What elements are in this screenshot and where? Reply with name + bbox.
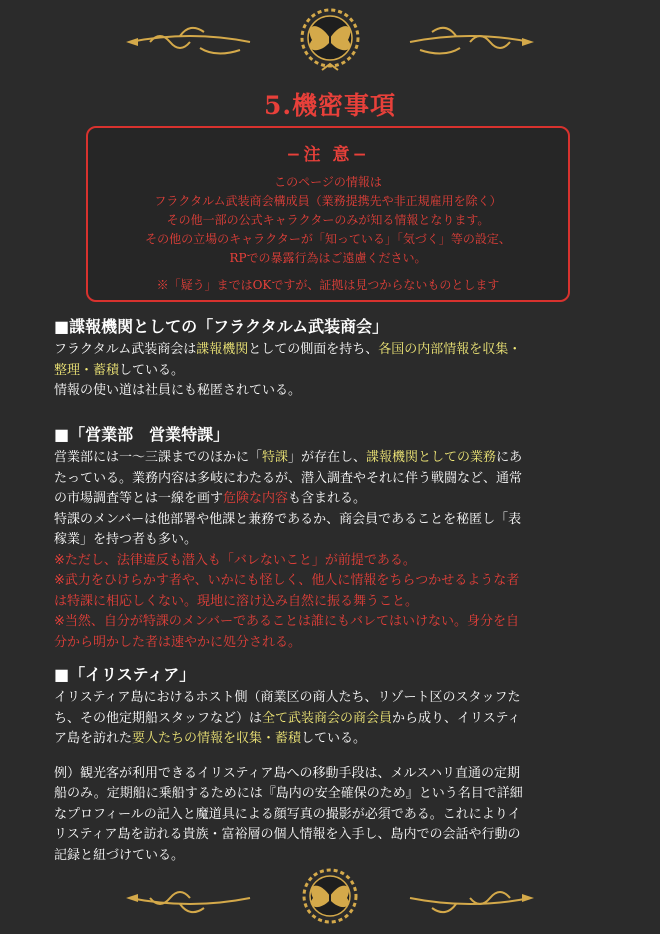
notice-line: その他一部の公式キャラクターのみが知る情報となります。 bbox=[166, 213, 490, 227]
paragraph-line: 特課のメンバーは他部署や他課と兼務であるか、商会員であることを秘匿し「表 bbox=[54, 511, 522, 527]
paragraph-line: フラクタルム武装商会は諜報機関としての側面を持ち、各国の内部情報を収集・ bbox=[54, 342, 522, 357]
notice-body bbox=[88, 173, 568, 268]
example-line: 例）観光客が利用できるイリスティア島への移動手段は、メルスハリ直通の定期 bbox=[54, 765, 521, 781]
example-line: リスティア島を訪れる貴族・富裕層の個人情報を入手し、島内での会話や行動の bbox=[54, 827, 521, 842]
highlight-text: 諜報機関としての業務 bbox=[366, 450, 497, 465]
section-intelligence-agency bbox=[54, 316, 614, 402]
warning-highlight: 危険な内容 bbox=[223, 491, 289, 506]
warning-line: ※ただし、法律違反も潜入も「バレないこと」が前提である。 bbox=[54, 552, 416, 568]
highlight-text: 諜報機関 bbox=[196, 342, 249, 357]
section-iristia bbox=[54, 664, 614, 866]
highlight-text: 要人たちの情報を収集・蓄積 bbox=[132, 731, 302, 746]
paragraph-line: たっている。業務内容は多岐にわたるが、潜入調査やそれに伴う戦闘など、通常 bbox=[54, 470, 523, 486]
notice-line: フラクタルム武装商会構成員（業務提携先や非正規雇用を除く） bbox=[154, 194, 502, 208]
paragraph-line: 営業部には一～三課までのほかに「特課」が存在し、諜報機関としての業務にあ bbox=[54, 450, 523, 465]
paragraph-line: ア島を訪れた要人たちの情報を収集・蓄積している。 bbox=[54, 731, 367, 746]
bottom-ornament bbox=[0, 852, 660, 932]
example-line: 船のみ。定期船に乗船するためには『島内の安全確保のため』という名目で詳細 bbox=[54, 786, 523, 801]
paragraph-line: 稼業」を持つ者も多い。 bbox=[54, 532, 198, 547]
gold-butterfly-crest-icon bbox=[302, 10, 358, 70]
paragraph-line: 整理・蓄積している。 bbox=[54, 362, 185, 378]
paragraph-line: ち、その他定期船スタッフなど）は全て武装商会の商会員から成り、イリスティ bbox=[54, 710, 521, 726]
highlight-text: 整理・蓄積 bbox=[54, 362, 120, 378]
highlight-text: 特課 bbox=[262, 450, 289, 465]
warning-line: 分から明かした者は速やかに処分される。 bbox=[54, 634, 302, 650]
notice-title: −注 意− bbox=[286, 145, 370, 165]
section-sales-special bbox=[54, 424, 614, 653]
section-heading: ■「営業部 営業特課」 bbox=[54, 425, 230, 444]
section-heading: ■諜報機関としての「フラクタルム武装商会」 bbox=[54, 317, 389, 336]
paragraph-line: イリスティア島におけるホスト側（商業区の商人たち、リゾート区のスタッフた bbox=[54, 690, 521, 705]
paragraph-line: の市場調査等とは一線を画す危険な内容も含まれる。 bbox=[54, 491, 367, 506]
notice-box bbox=[86, 126, 570, 302]
notice-line: その他の立場のキャラクターが「知っている」「気づく」等の設定、 bbox=[145, 232, 511, 246]
notice-line: このページの情報は bbox=[274, 175, 382, 189]
notice-line: RPでの暴露行為はご遠慮ください。 bbox=[229, 251, 427, 265]
warning-line: ※武力をひけらかす者や、いかにも怪しく、他人に情報をちらつかせるような者 bbox=[54, 573, 520, 588]
example-line: なプロフィールの記入と魔道具による顔写真の撮影が必須である。これによりイ bbox=[54, 806, 521, 822]
gold-butterfly-crest-icon bbox=[304, 870, 356, 922]
highlight-text: 各国の内部情報を収集・ bbox=[378, 342, 522, 357]
paragraph-line: 情報の使い道は社員にも秘匿されている。 bbox=[54, 383, 302, 398]
page-title: 5.機密事項 bbox=[263, 91, 397, 120]
top-ornament bbox=[0, 0, 660, 80]
notice-note: ※「疑う」まではOKですが、証拠は見つからないものとします bbox=[156, 278, 500, 292]
warning-line: は特課に相応しくない。現地に溶け込み自然に振る舞うこと。 bbox=[54, 593, 419, 609]
example-line: 記録と紐づけている。 bbox=[54, 847, 185, 863]
warning-line: ※当然、自分が特課のメンバーであることは誰にもバレてはいけない。身分を自 bbox=[54, 614, 519, 629]
section-heading: ■「イリスティア」 bbox=[54, 665, 196, 684]
highlight-text: 全て武装商会の商会員 bbox=[262, 710, 393, 726]
